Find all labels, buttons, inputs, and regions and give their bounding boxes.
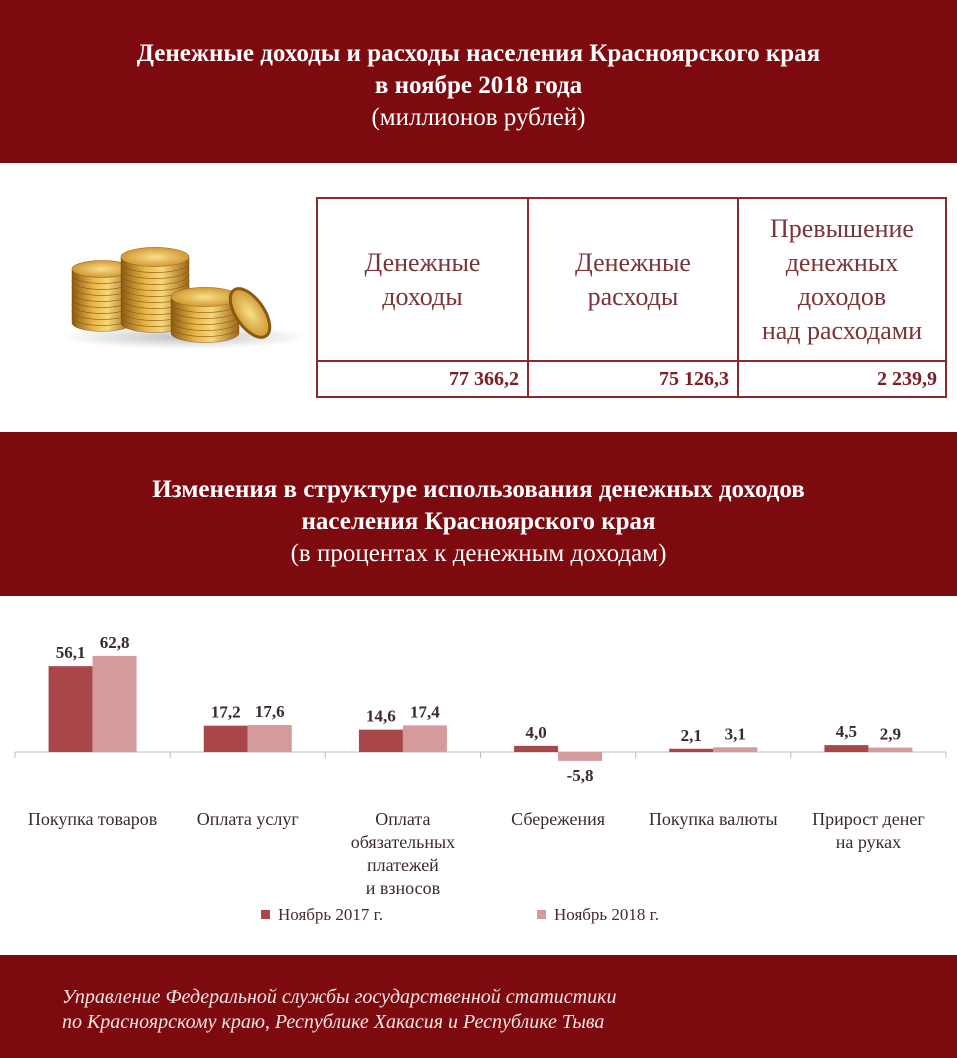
income-table — [316, 197, 947, 398]
table-header-text: доходы — [382, 281, 463, 311]
legend-swatch-2017 — [261, 910, 270, 919]
data-label: 56,1 — [55, 643, 86, 663]
data-label: 62,8 — [99, 632, 130, 652]
table-header-expenses — [529, 199, 739, 362]
data-label: 3,1 — [724, 724, 746, 744]
section-title-line2: населения Красноярского края — [301, 508, 656, 535]
bar-2017 — [514, 746, 558, 752]
table-value-expenses: 75 126,3 — [529, 362, 739, 396]
legend-label-2018: Ноябрь 2018 г. — [554, 905, 659, 924]
table-header-text: денежных — [785, 247, 899, 277]
data-label: 4,5 — [835, 722, 858, 742]
category-label: Покупка валюты — [648, 809, 778, 829]
bar-2018 — [558, 752, 602, 761]
data-label: 2,9 — [879, 724, 902, 744]
category-label: платежей — [367, 855, 439, 875]
page-title-line2: в ноябре 2018 года — [374, 72, 583, 99]
footer-line2: по Красноярскому краю, Республике Хакасия и Республике Тыва — [62, 1011, 605, 1033]
table-header-text: Денежные — [575, 247, 691, 277]
footer-line1: Управление Федеральной службы государственной статистики — [62, 986, 617, 1008]
footer-band — [0, 955, 957, 1058]
category-label: Покупка товаров — [27, 809, 158, 829]
header-band — [0, 0, 957, 163]
category-label: и взносов — [365, 878, 441, 898]
table-header-text: доходов — [797, 281, 887, 311]
bar-2018 — [403, 725, 447, 752]
legend-label-2017: Ноябрь 2017 г. — [278, 905, 383, 924]
table-value-income: 77 366,2 — [318, 362, 529, 396]
table-header-text: Превышение — [769, 213, 914, 243]
category-label: Оплата услуг — [196, 809, 299, 829]
table-value-surplus: 2 239,9 — [877, 368, 937, 390]
legend-swatch-2018 — [537, 910, 546, 919]
page-title-line1: Денежные доходы и расходы населения Красноярского края — [136, 40, 821, 67]
bar-2017 — [204, 726, 248, 752]
table-header-text: Денежные — [364, 247, 481, 277]
category-label: Прирост денег — [812, 809, 925, 829]
table-header-text: расходы — [587, 281, 679, 311]
data-label: 17,4 — [410, 702, 440, 722]
category-label: Оплата — [375, 809, 431, 829]
bar-2017 — [49, 666, 93, 752]
bar-2017 — [359, 730, 403, 752]
legend-item-2018 — [537, 905, 659, 925]
bar-2018 — [93, 656, 137, 752]
page-subtitle: (миллионов рублей) — [371, 104, 586, 131]
category-label: на руках — [835, 832, 902, 852]
table-header-text: над расходами — [761, 315, 923, 345]
data-label: -5,8 — [566, 765, 594, 785]
data-label: 4,0 — [525, 722, 547, 742]
legend-item-2017 — [261, 905, 383, 925]
section-title-line1: Изменения в структуре использования денежных доходов — [152, 476, 805, 503]
data-label: 17,6 — [254, 702, 285, 722]
bar-2018 — [248, 725, 292, 752]
section-subtitle: (в процентах к денежным доходам) — [290, 540, 667, 567]
table-header-surplus — [739, 199, 945, 362]
table-header-income — [318, 199, 529, 362]
data-label: 17,2 — [210, 702, 241, 722]
bar-2017 — [824, 745, 868, 752]
data-label: 14,6 — [366, 706, 396, 726]
coins-icon — [60, 245, 310, 355]
bar-2017 — [669, 749, 713, 752]
bar-2018 — [868, 748, 912, 752]
structure-bar-chart — [0, 596, 957, 955]
category-label: обязательных — [350, 832, 456, 852]
data-label: 2,1 — [680, 725, 702, 745]
category-label: Сбережения — [511, 809, 606, 829]
bar-2018 — [713, 747, 757, 752]
section-band — [0, 432, 957, 596]
